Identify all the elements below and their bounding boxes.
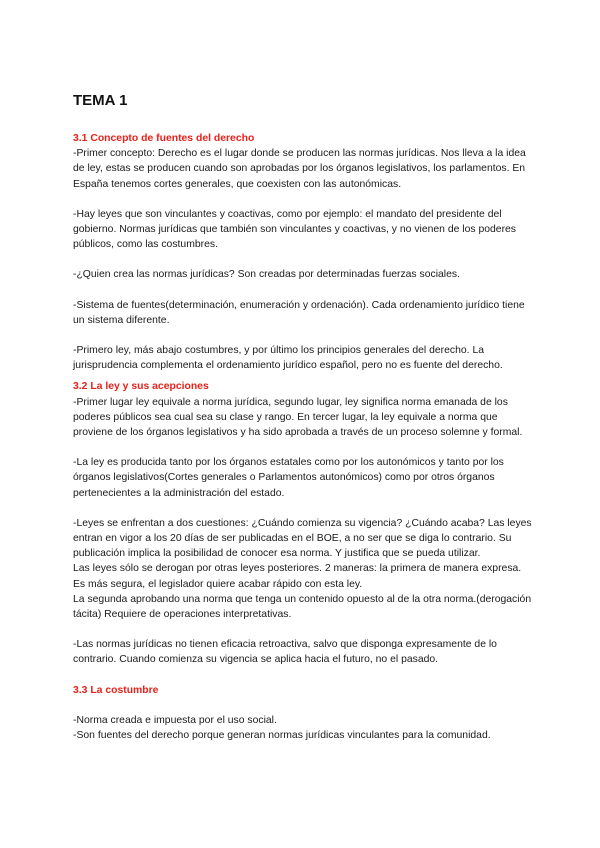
section-heading: 3.2 La ley y sus acepciones [73, 381, 209, 393]
section-heading: 3.1 Concepto de fuentes del derecho [73, 133, 255, 144]
document-body [73, 131, 533, 743]
document-title: TEMA 1 [73, 92, 128, 109]
section-costumbre [73, 683, 533, 744]
section-concepto-fuentes [73, 131, 533, 373]
section-heading: 3.3 La costumbre [73, 684, 159, 696]
section-ley-acepciones [73, 379, 533, 667]
paragraph: -Leyes se enfrentan a dos cuestiones: ¿Cuándo comienza su vigencia? ¿Cuándo acaba? Las leyes entran en vigor a los 20 días de ser publicadas en el BOE, a no ser que se diga lo contrario. Su publicación implica la posibilidad de conocer esa norma. Y justifica que se pueda utilizar. Las leyes sólo se derogan por otras leyes posteriores. 2 maneras: la primera de manera expresa. Es más segura, el legislador quiere acabar rápido con esta ley. La segunda aprobando una norma que tenga un contenido opuesto al de la otra norma.(derogación tácita) Requiere de operaciones interpretativas. [73, 517, 532, 621]
paragraph: -Primer concepto: Derecho es el lugar donde se producen las normas jurídicas. Nos lleva a la idea de ley, estas se producen cuando son aprobadas por los órganos legislativos, los parlamentos. En España tenemos cortes generales, que coexisten con las autonómicas. [73, 148, 526, 190]
paragraph: -Sistema de fuentes(determinación, enumeración y ordenación). Cada ordenamiento jurídico tiene un sistema diferente. [73, 299, 525, 326]
paragraph: -Primer lugar ley equivale a norma jurídica, segundo lugar, ley significa norma emanada de los poderes públicos sea cual sea su clase y rango. En tercer lugar, la ley equivale a norma que proviene de los órganos legislativos y ha sido aprobada a través de un proceso solemne y formal. [73, 396, 523, 439]
paragraph: -Norma creada e impuesta por el uso social. -Son fuentes del derecho porque generan normas jurídicas vinculantes para la comunidad. [73, 714, 491, 742]
paragraph: -La ley es producida tanto por los órganos estatales como por los autonómicos y tanto por los órganos legislativos(Cortes generales o Parlamentos autonómicos) como por otros órganos pertenecientes a la administración del estado. [73, 457, 504, 499]
paragraph: -Las normas jurídicas no tienen eficacia retroactiva, salvo que disponga expresamente de lo contrario. Cuando comienza su vigencia se aplica hacia el futuro, no el pasado. [73, 639, 497, 666]
paragraph: -¿Quien crea las normas jurídicas? Son creadas por determinadas fuerzas sociales. [73, 269, 460, 281]
paragraph: -Hay leyes que son vinculantes y coactivas, como por ejemplo: el mandato del presidente del gobierno. Normas jurídicas que también son vinculantes y coactivas, y no vienen de los poderes públicos, como las costumbres. [73, 208, 517, 251]
paragraph: -Primero ley, más abajo costumbres, y por último los principios generales del derecho. La jurisprudencia complementa el ordenamiento jurídico español, pero no es fuente del derecho. [73, 345, 503, 372]
